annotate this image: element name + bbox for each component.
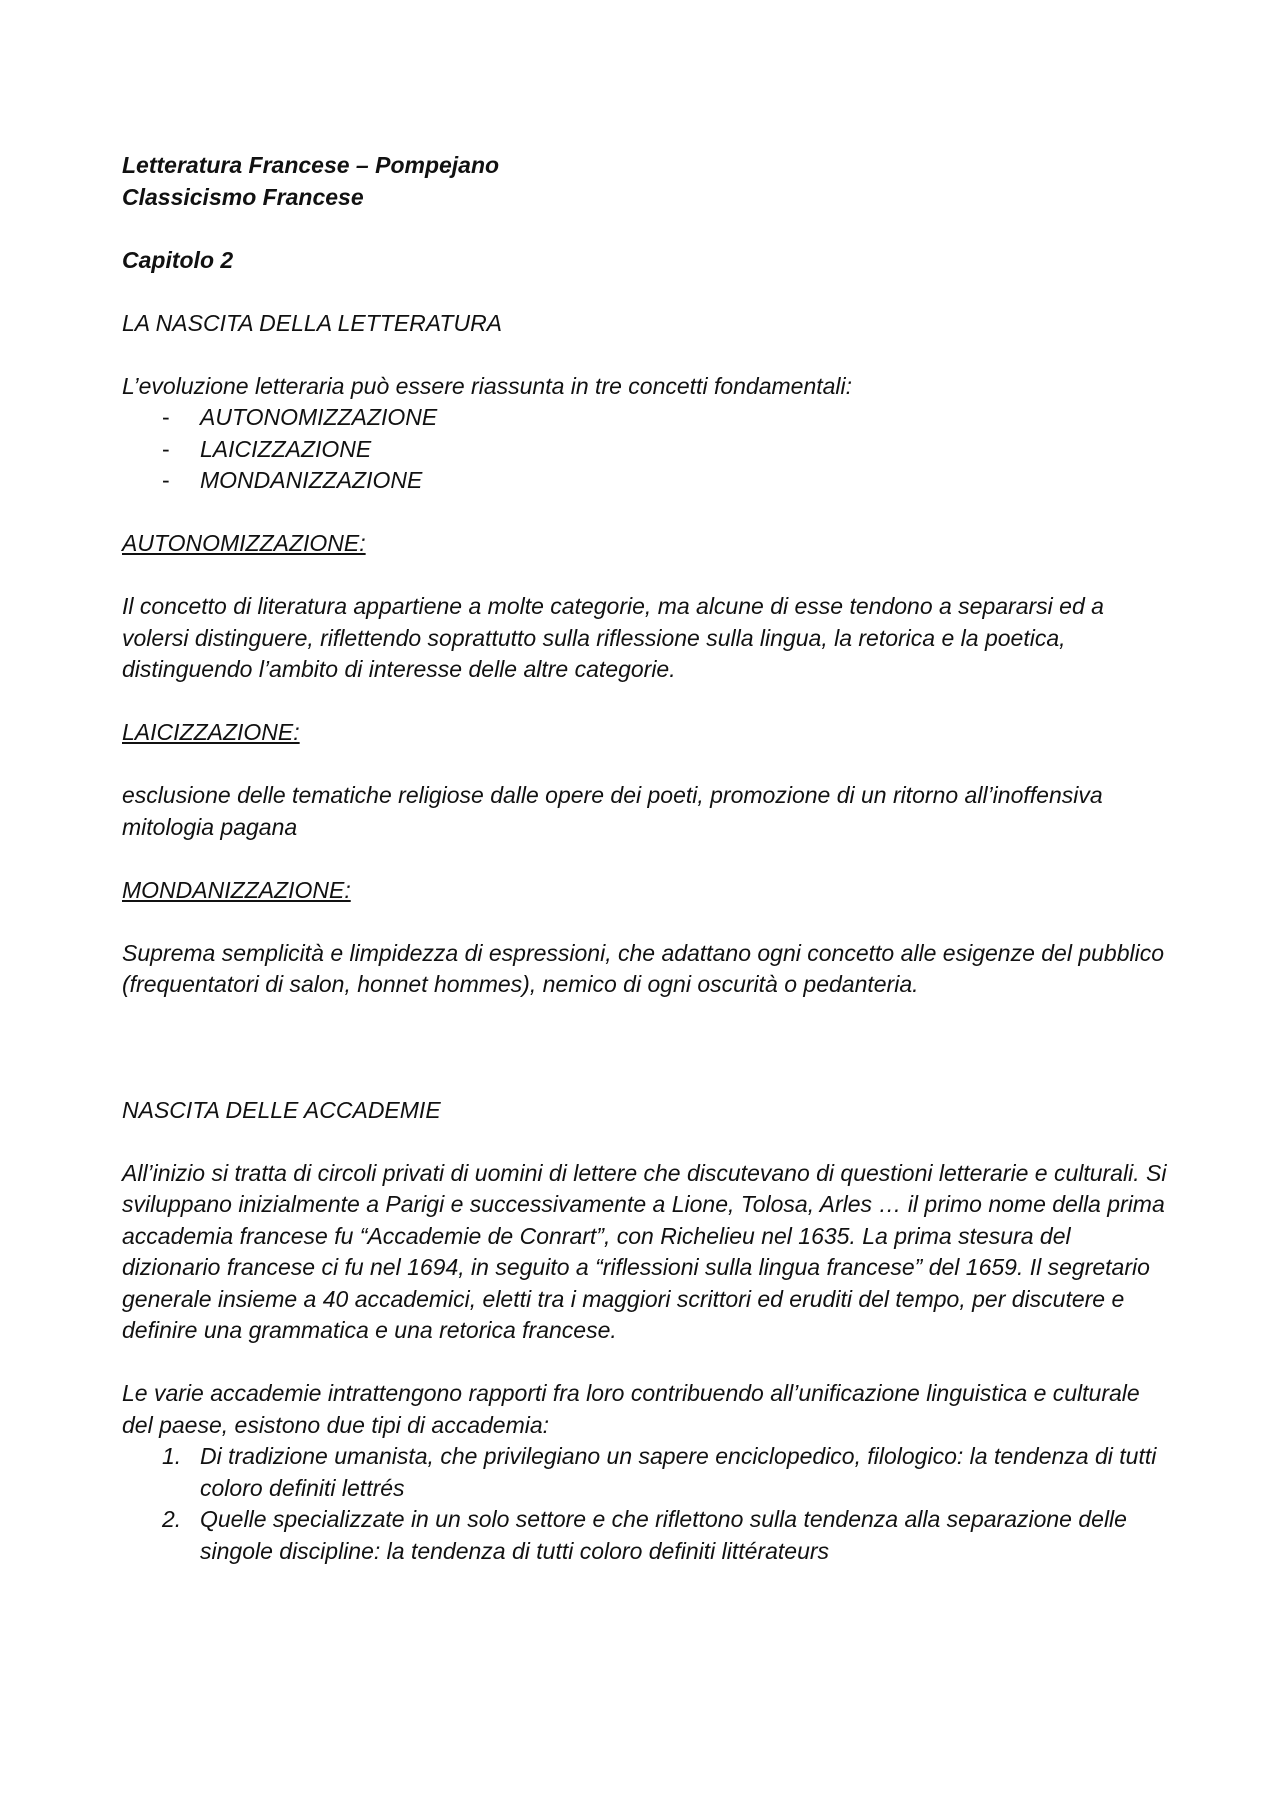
list-item: 1. Di tradizione umanista, che privilegiano un sapere enciclopedico, filologico: la tendenza di tutti coloro definiti lettrés [162,1443,1157,1501]
list-item: - MONDANIZZAZIONE [122,465,1172,497]
dash-bullet: - [162,404,170,430]
section-title-accademie: NASCITA DELLE ACCADEMIE [122,1096,441,1123]
autonomizzazione-heading: AUTONOMIZZAZIONE: [122,530,366,556]
autonomizzazione-text: Il concetto di literatura appartiene a molte categorie, ma alcune di esse tendono a separarsi ed a volersi distinguere, riflettendo soprattutto sulla riflessione sulla lingua, la retorica e la poetica, distinguendo l’ambito di interesse delle altre categorie. [122,593,1104,682]
list-number: 2. [162,1506,182,1532]
list-item: - LAICIZZAZIONE [122,434,1172,466]
mondanizzazione-text: Suprema semplicità e limpidezza di espressioni, che adattano ogni concetto alle esigenze del pubblico (frequentatori di salon, honnet hommes), nemico di ogni oscurità o pedanteria. [122,939,1165,997]
dash-bullet: - [162,467,170,493]
chapter-title: Capitolo 2 [122,246,234,273]
intro-text: L’evoluzione letteraria può essere riassunta in tre concetti fondamentali: [122,372,853,399]
laicizzazione-heading: LAICIZZAZIONE: [122,719,300,745]
concepts-list [122,402,1172,497]
course-title: Letteratura Francese – Pompejano [122,152,500,178]
accademie-types-list [122,1441,1172,1567]
dash-bullet: - [162,435,170,462]
accademie-paragraph-2: Le varie accademie intrattengono rapporti fra loro contribuendo all’unificazione linguistica e culturale del paese, esistono due tipi di accademia: [122,1380,1140,1438]
list-number: 1. [162,1443,182,1469]
accademie-paragraph-1: All’inizio si tratta di circoli privati di uomini di lettere che discutevano di questioni letterarie e culturali. Si sviluppano inizialmente a Parigi e successivamente a Lione, Tolosa, Arles … il primo nome della prima accademia francese fu “Accademie de Conrart”, con Richelieu nel 1635. La prima stesura del dizionario francese ci fu nel 1694, in seguito a “riflessioni sulla lingua francese” del 1659. Il segretario generale insieme a 40 accademici, eletti tra i maggiori scrittori ed eruditi del tempo, per discutere e definire una grammatica e una retorica francese. [122,1159,1167,1343]
subject-title: Classicismo Francese [122,183,364,210]
laicizzazione-text: esclusione delle tematiche religiose dalle opere dei poeti, promozione di un ritorno all’inoffensiva mitologia pagana [122,782,1103,840]
list-item: - AUTONOMIZZAZIONE [122,402,1172,434]
section-title-nascita-letteratura: LA NASCITA DELLA LETTERATURA [122,309,503,336]
mondanizzazione-heading: MONDANIZZAZIONE: [122,876,351,903]
document-page [122,150,1172,1567]
list-item: 2. Quelle specializzate in un solo settore e che riflettono sulla tendenza alla separazione delle singole discipline: la tendenza di tutti coloro definiti littérateurs [162,1506,1127,1564]
